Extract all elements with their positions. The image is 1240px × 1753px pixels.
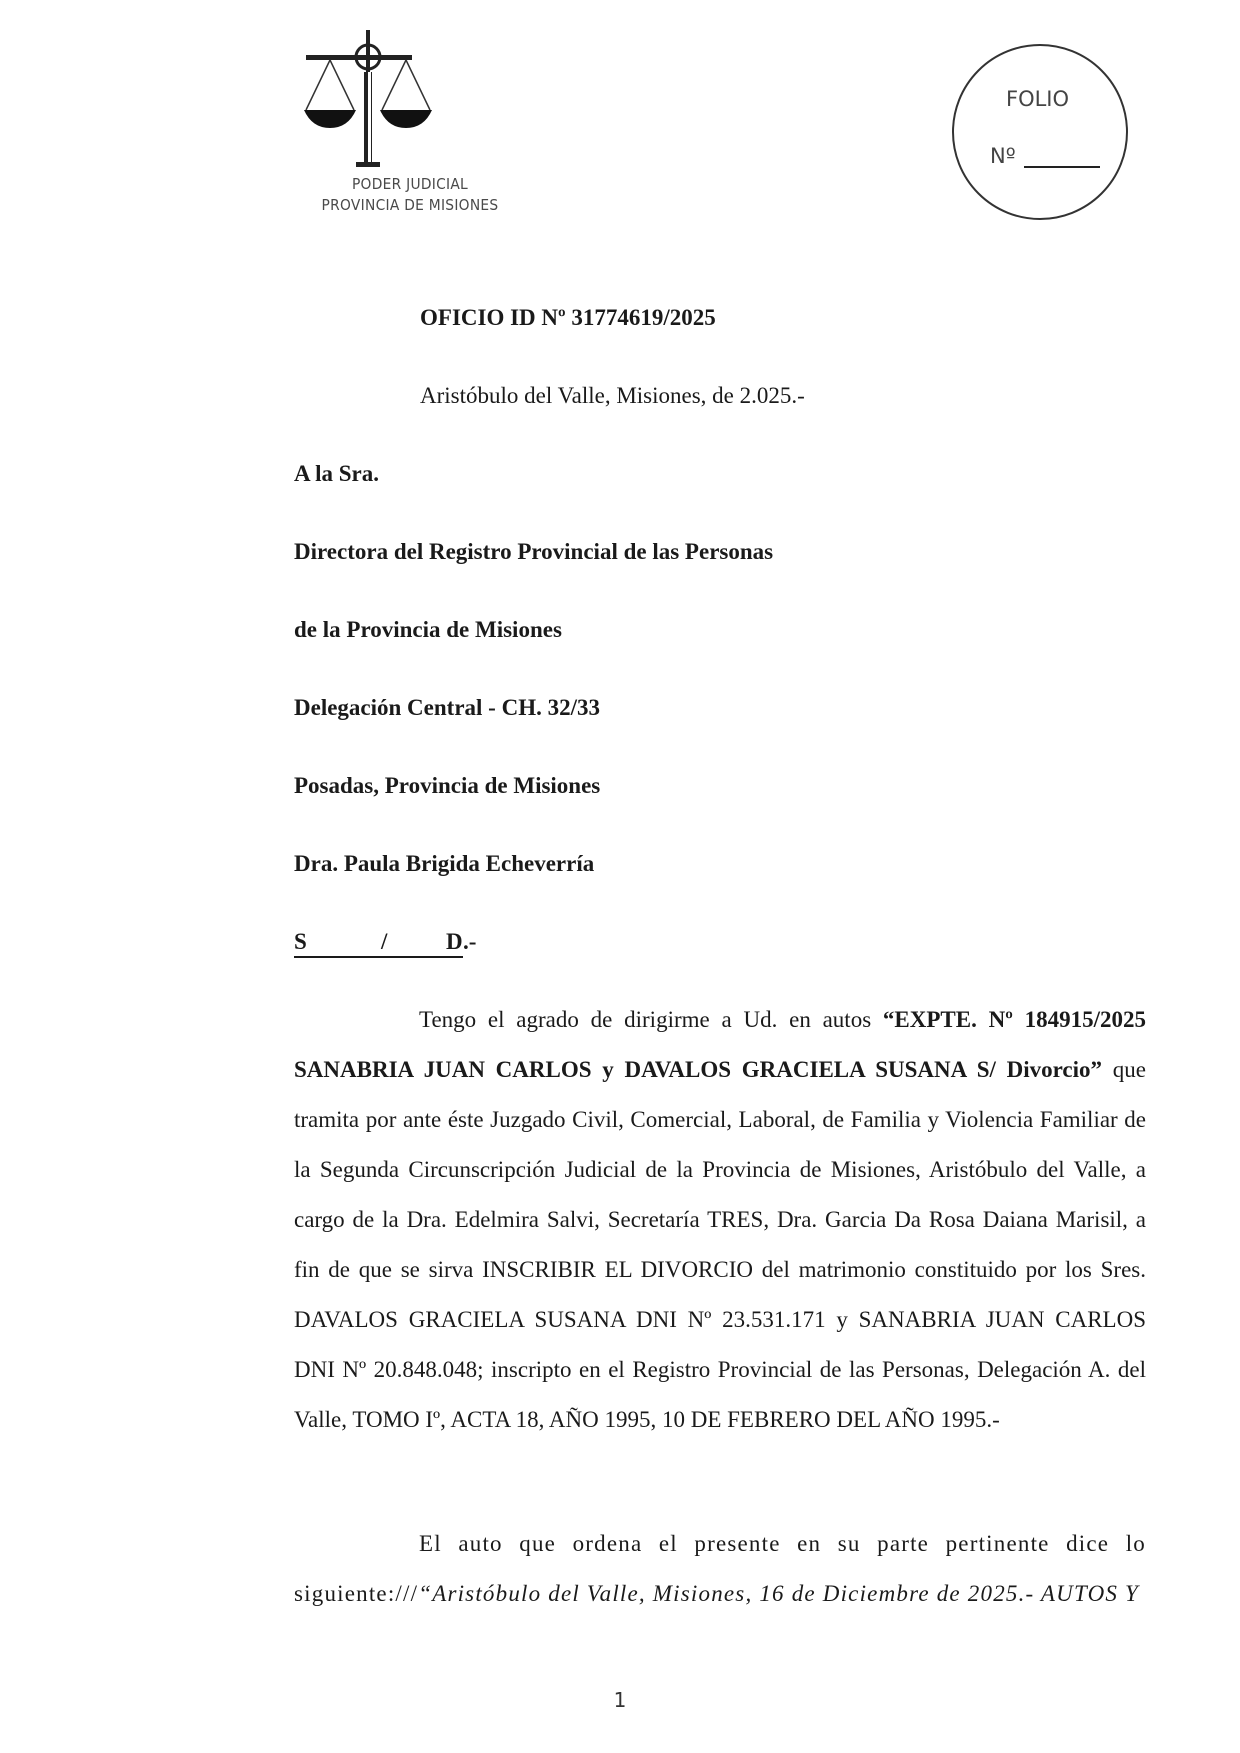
poder-judicial-logo [300, 28, 530, 228]
institution-name: PODER JUDICIAL [351, 175, 469, 193]
place-date: Aristóbulo del Valle, Misiones, de 2.025.- [420, 383, 805, 408]
body-rest: que tramita por ante éste Juzgado Civil, Comercial, Laboral, de Familia y Violencia Familiar de la Segunda Circunscripción Judicial de la Provincia de Misiones, Aristóbulo del Valle, a cargo de la Dra. Edelmira Salvi, Secretaría TRES, Dra. Garcia Da Rosa Daiana Marisil, a fin de que se sirva INSCRIBIR EL DIVORCIO del matrimonio constituido por los Sres. DAVALOS GRACIELA SUSANA DNI Nº 23.531.171 y SANABRIA JUAN CARLOS DNI Nº 20.848.048; inscripto en el Registro Provincial de las Personas, Delegación A. del Valle, TOMO Iº, ACTA 18, AÑO 1995, 10 DE FEBRERO DEL AÑO 1995.- [294, 1057, 1146, 1432]
recipient-position: Directora del Registro Provincial de las Personas [294, 539, 774, 564]
scales-of-justice-icon [300, 28, 460, 173]
order-intro: El auto que ordena el presente en su parte pertinente dice lo siguiente:/// [294, 1531, 1146, 1606]
body-paragraph-1 [294, 995, 1146, 1445]
sd-s: S [294, 929, 307, 954]
order-quote: “Aristóbulo del Valle, Misiones, 16 de Diciembre de 2025.- AUTOS Y [418, 1581, 1140, 1606]
folio-stamp [952, 44, 1128, 220]
body-paragraph-2 [294, 1519, 1146, 1619]
sd-suffix: .- [463, 929, 477, 954]
sd-slash: / [381, 929, 388, 954]
document-title: OFICIO ID Nº 31774619/2025 [420, 305, 716, 330]
recipient-city: Posadas, Provincia de Misiones [294, 773, 601, 798]
su-despacho-underline [294, 929, 463, 958]
recipient-salutation: A la Sra. [294, 461, 379, 486]
recipient-delegation: Delegación Central - CH. 32/33 [294, 695, 600, 720]
recipient-province: de la Provincia de Misiones [294, 617, 562, 642]
page-number: 1 [613, 1688, 627, 1712]
folio-label: FOLIO [1006, 87, 1070, 111]
body-intro: Tengo el agrado de dirigirme a Ud. en autos [419, 1007, 883, 1032]
recipient-name: Dra. Paula Brigida Echeverría [294, 851, 595, 876]
case-title: “EXPTE. Nº 184915/2025 SANABRIA JUAN CARLOS y DAVALOS GRACIELA SUSANA S/ Divorcio” [294, 1007, 1146, 1082]
folio-blank-line [1024, 166, 1100, 168]
institution-province: PROVINCIA DE MISIONES [321, 196, 499, 214]
folio-number-label: Nº [990, 144, 1016, 168]
sd-d: D [446, 929, 463, 954]
su-despacho [294, 929, 477, 957]
